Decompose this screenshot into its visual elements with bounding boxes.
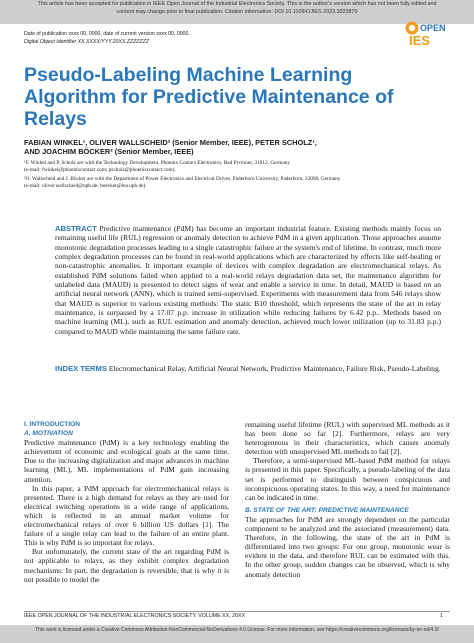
paragraph-4: remaining useful lifetime (RUL) with supervised ML methods as it has been done so far [2]. Furthermore, relays are very heterogeneous in their characteristics, which causes anomaly detection with unsupervised ML methods to fail [2]. (245, 420, 450, 457)
paragraph-6: The approaches for PdM are strongly dependent on the particular component to be analyzed and the associated (measurement) data. Therefore, in the following, the state of the art in PdM is differentiated into two groups: For one group, monotonic wear is evident in the data, and therefore RUL can be estimated with this. In the other group, sudden changes can be observed, which is why anomaly detection (245, 514, 450, 579)
open-ies-logo (403, 20, 453, 48)
affiliation-2 (24, 176, 444, 189)
banner-line-1: This article has been accepted for publication in IEEE Open Journal of the Industrial Electronics Society. This is the author's version which has not been fully edited and (37, 1, 437, 7)
paper-title: Pseudo-Labeling Machine Learning Algorithm for Predictive Maintenance of Relays (24, 64, 394, 130)
subsection-motivation-heading: A. MOTIVATION (24, 430, 73, 438)
index-terms-block (55, 364, 441, 373)
affiliation-1-line-2: (e-mail: fwinkel@phoenixcontact.com; pscholz@phoenixcontact.com). (24, 166, 176, 173)
affiliation-2-line-1: ²O. Wallscheid and J. Böcker are with the Department of Power Electronics and Electrical Drives, Paderborn University, Paderborn, 33098, Germany (24, 176, 341, 182)
right-column (245, 420, 450, 579)
abstract-block (55, 224, 441, 336)
affiliation-1 (24, 160, 444, 173)
footer-divider (24, 611, 450, 612)
license-line-1: This work is licensed under a Creative Commons Attribution-NonCommercial-NoDerivatives 4.0 License. For more information, see https://creativecommons.org/licenses/by-nc-nd/4.0/ (35, 627, 439, 633)
author-line-1: FABIAN WINKEL¹, OLIVER WALLSCHEID² (Senior Member, IEEE), PETER SCHOLZ¹, (24, 138, 317, 147)
journal-footer: IEEE OPEN JOURNAL OF THE INDUSTRIAL ELECTRONICS SOCIETY. VOLUME XX, 20XX (24, 613, 246, 619)
publication-date: Date of publication xxxx 00, 0000, date of current version xxxx 00, 0000. (24, 31, 190, 37)
page-number: 1 (440, 613, 443, 619)
paragraph-1: Predictive maintenance (PdM) is a key technology enabling the achievement of economic and ecological goals at the same time. Due to the increasing digitalization and major advances in machine learning (ML), ML implementations of PdM gain increasing attention. (24, 438, 229, 484)
paragraph-5: Therefore, a semi-supervised ML-based PdM method for relays is presented in this paper. Specifically, a pseudo-labeling of the data set is performed to distinguish between conspicuous and inconspicuous operating states. In this way, a need for maintenance can be indicated in time. (245, 456, 450, 502)
index-terms-heading: INDEX TERMS (55, 364, 107, 373)
author-line-2: AND JOACHIM BÖCKER² (Senior Member, IEEE) (24, 147, 194, 157)
doi-identifier: Digital Object Identifier XX.XXXX/YYY.20XX.ZZZZZZZ (24, 39, 149, 45)
section-introduction-heading: I. INTRODUCTION (24, 421, 81, 428)
abstract-heading: ABSTRACT (55, 224, 97, 233)
logo-text-ies: IES (409, 33, 430, 48)
paragraph-2: In this paper, a PdM approach for electromechanical relays is presented. There is a high demand for relays as they are used for electrical switching operations in a wide range of applications, which is reflected in an annual market volume for electromechanical relays of over 6 billion US dollars [1]. The failure of a single relay can lead to the failure of an entire plant. This is why PdM is so important for relays. (24, 483, 229, 548)
logo-mark-icon (403, 20, 453, 48)
affiliation-1-line-1: ¹F. Winkel and P. Scholz are with the Technology Development, Phoenix Contact Electronics, Bad Pyrmont, 31812, Germany (24, 160, 291, 166)
affiliation-2-line-2: (e-mail: oliver.wallscheid@upb.de; boecker@lea.upb.de). (24, 182, 147, 189)
abstract-text: Predictive maintenance (PdM) has become an important industrial feature. Existing methods mainly focus on remaining useful life (RUL) regression or anomaly detection to achieve PdM in a given application. Those approaches assume monotonic degradation processes leading to a single catastrophic failure at the system's end of lifetime. In contrast, much more complex degradation processes can be found in real-world applications which are characterized by effects like self-healing or non-catastrophic anomalies. It important example of devices with complex degradation are electromechanical relays. As established PdM solutions failed when applied to a real-world relays degradation data set, the maintenance algorithm for unlabeled data (MAUD) is presented to detect signs of wear and enable a service in time. In detail, MAUD is based on an artificial neural network (ANN), which is trained semi-supervised. Experiments with measurement data from 546 relays show that MAUD is superior to various existing methods: The static B10 threshold, which represents the state of the art in relay maintenance, is surpassed by a 17.07 p.p. increase in utilization while reducing failures by 6.42 p.p.. Methods based on machine learning (ML), such as RUL estimation and anomaly detection, achieved much lower utilization (up to 31.83 p.p.) compared to MAUD while maintaining the same failure rate. (55, 224, 441, 336)
license-banner (0, 625, 474, 643)
logo-text-open: OPEN (420, 23, 446, 33)
left-column (24, 420, 229, 584)
index-terms-text: Electromechanical Relay, Artificial Neural Network, Predictive Maintenance, Failure Risk, Pseudo-Labeling. (108, 364, 441, 373)
paragraph-3: But unfortunately, the current state of the art regarding PdM is not applicable to relays, as they exhibit complex degradation mechanisms: In part, the degradation is reversible, that is why it is not possible to model the (24, 547, 229, 584)
author-list (24, 138, 424, 157)
subsection-state-of-art-heading: B. STATE OF THE ART: PREDICTIVE MAINTENANCE (245, 506, 409, 514)
banner-line-2: content may change prior to final publication. Citation information: DOI 10.1109/OJIES.2023.3323870 (116, 8, 358, 15)
